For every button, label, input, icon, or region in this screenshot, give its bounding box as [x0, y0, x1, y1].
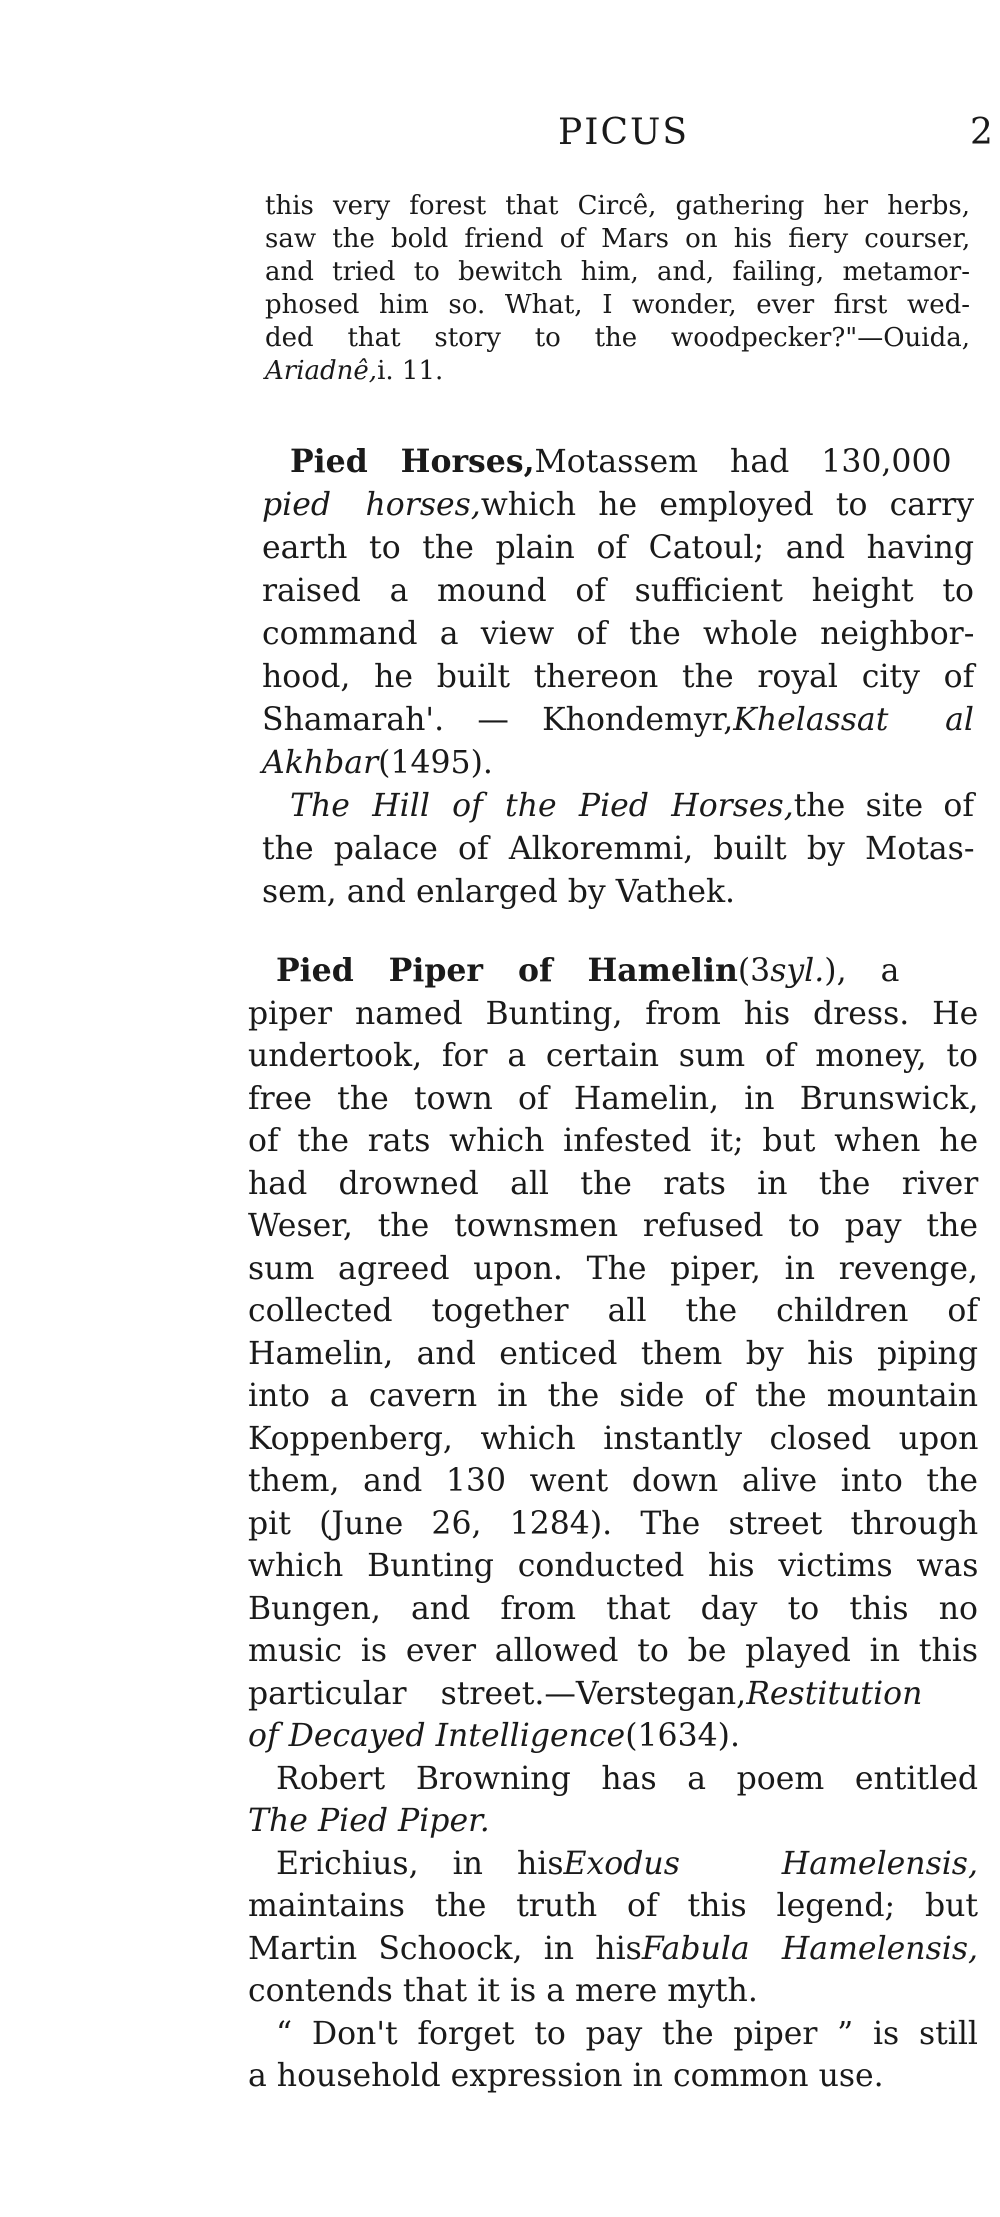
cited-work: The Pied Piper. [248, 1803, 490, 1839]
text-line: undertook, for a certain sum of money, to [248, 1038, 978, 1074]
text-line: Robert Browning has a poem entitled [276, 1760, 979, 1797]
text-line [262, 742, 974, 785]
text-line: contends that it is a mere myth. [248, 1973, 758, 2009]
text: (1634). [625, 1718, 740, 1754]
italic-term: The Hill of the Pied Horses, [290, 788, 794, 824]
text-line [248, 1928, 978, 1971]
page-number: 2 [970, 112, 993, 153]
italic-term: syl. [770, 953, 825, 989]
text-line: them, and 130 went down alive into the [248, 1463, 978, 1499]
text-line: this very forest that Circê, gathering her herbs, [265, 191, 971, 221]
text-line: music is ever allowed to be played in this [248, 1633, 978, 1669]
text-line: into a cavern in the side of the mountain [248, 1378, 978, 1414]
text-line: “ Don't forget to pay the piper ” is still [276, 2015, 978, 2052]
continued-entry [265, 190, 970, 388]
text: (3 [737, 953, 771, 989]
text-line: Koppenberg, which instantly closed upon [248, 1420, 979, 1457]
text: Martin Schoock, in his [248, 1930, 642, 1967]
text-line: Hamelin, and enticed them by his piping [248, 1335, 978, 1372]
text: Shamarah'. — Khondemyr, [262, 702, 734, 738]
text-line: of the rats which infested it; but when he [248, 1123, 979, 1159]
text-line: had drowned all the rats in the river [248, 1165, 979, 1202]
text-line: piper named Bunting, from his dress. He [248, 995, 979, 1032]
cited-work: Exodus Hamelensis, [563, 1845, 978, 1882]
text-line: saw the bold friend of Mars on his fiery courser, [265, 224, 971, 254]
text-line: phosed him so. What, I wonder, ever first wed- [265, 290, 971, 320]
text-line [248, 1843, 978, 1886]
text-line: earth to the plain of Catoul; and having [262, 530, 974, 566]
text-line [262, 699, 974, 742]
entry-first-line [262, 440, 974, 484]
text-line: hood, he built thereon the royal city of [262, 659, 975, 695]
text-line: sum agreed upon. The piper, in revenge, [248, 1250, 978, 1287]
cited-work: Khelassat al [733, 702, 974, 738]
cited-work: Ariadnê, [265, 356, 378, 386]
text: (1495). [378, 745, 493, 781]
text: which he employed to carry [480, 487, 974, 523]
entry-pied-horses [262, 440, 974, 914]
italic-term: pied horses, [262, 487, 481, 523]
text: ), a [824, 953, 900, 989]
entry-first-line [248, 950, 978, 993]
text-line: pit (June 26, 1284). The street through [248, 1505, 979, 1542]
text: Erichius, in his [276, 1845, 564, 1882]
page-header [0, 108, 1000, 158]
running-head: PICUS [558, 112, 689, 153]
text-line [248, 1800, 978, 1843]
text: particular street.—Verstegan, [248, 1675, 747, 1712]
text-line: maintains the truth of this legend; but [248, 1888, 979, 1924]
text-line: raised a mound of sufficient height to [262, 573, 974, 609]
citation-line [265, 355, 970, 388]
text-line [248, 1715, 978, 1758]
headword: Pied Piper of Hamelin [276, 952, 738, 989]
text: the site of [793, 788, 974, 824]
text-line: collected together all the children of [248, 1293, 978, 1329]
text-line: and tried to bewitch him, and, failing, metamor- [265, 257, 970, 287]
text-line [262, 785, 974, 828]
text-line: Weser, the townsmen refused to pay the [248, 1208, 978, 1244]
text-line: sem, and enlarged by Vathek. [262, 874, 736, 910]
cited-work: Fabula Hamelensis, [641, 1930, 978, 1967]
text-line: a household expression in common use. [248, 2058, 884, 2094]
cited-work: Restitution [746, 1675, 923, 1712]
text-line: ded that story to the woodpecker?"—Ouida, [265, 323, 970, 353]
text: Motassem had 130,000 [534, 444, 952, 480]
entry-pied-piper [248, 950, 978, 2098]
text-line: command a view of the whole neighbor- [262, 616, 975, 652]
cited-work: Akhbar [262, 745, 379, 781]
text-line: free the town of Hamelin, in Brunswick, [248, 1080, 979, 1117]
cited-work: of Decayed Intelligence [248, 1718, 626, 1754]
text-line: which Bunting conducted his victims was [248, 1548, 979, 1584]
text-line [248, 1673, 978, 1716]
text-line: the palace of Alkoremmi, built by Motas- [262, 831, 975, 867]
text-line: Bungen, and from that day to this no [248, 1590, 978, 1627]
headword: Pied Horses, [290, 443, 535, 480]
citation-ref: i. 11. [377, 356, 444, 386]
text-line [262, 484, 974, 527]
